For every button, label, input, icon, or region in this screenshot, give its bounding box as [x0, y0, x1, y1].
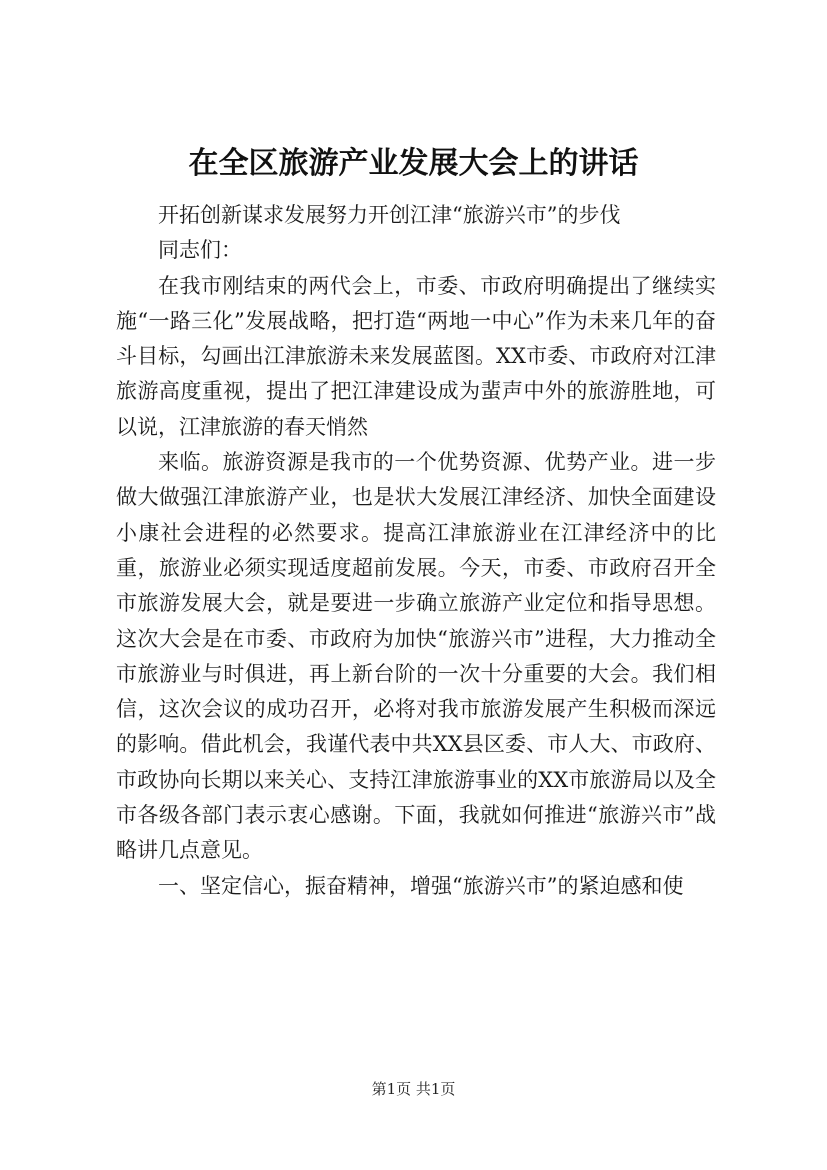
page-footer: 第1页 共1页: [371, 1080, 456, 1098]
paragraph-1: 在我市刚结束的两代会上，市委、市政府明确提出了继续实施“一路三化”发展战略，把打造“两地一中心”作为未来几年的奋斗目标，勾画出江津旅游未来发展蓝图。XX市委、市政府对江津旅游高度重视，提出了把江津建设成为蜚声中外的旅游胜地，可以说，江津旅游的春天悄然: [116, 273, 716, 439]
salutation: 同志们：: [158, 238, 242, 263]
document-body: [116, 198, 716, 904]
subtitle-line: 开拓创新谋求发展努力开创江津“旅游兴市”的步伐: [158, 203, 621, 227]
document-title: 在全区旅游产业发展大会上的讲话: [188, 146, 639, 181]
paragraph-3: 一、坚定信心，振奋精神，增强“旅游兴市”的紧迫感和使: [158, 873, 684, 898]
paragraph-2: 来临。旅游资源是我市的一个优势资源、优势产业。进一步做大做强江津旅游产业，也是状大发展江津经济、加快全面建设小康社会进程的必然要求。提高江津旅游业在江津经济中的比重，旅游业必须实现适度超前发展。今天，市委、市政府召开全市旅游发展大会，就是要进一步确立旅游产业定位和指导思想。这次大会是在市委、市政府为加快“旅游兴市”进程，大力推动全市旅游业与时俱进，再上新台阶的一次十分重要的大会。我们相信，这次会议的成功召开，必将对我市旅游发展产生积极而深远的影响。借此机会，我谨代表中共XX县区委、市人大、市政府、市政协向长期以来关心、支持江津旅游事业的XX市旅游局以及全市各级各部门表示衷心感谢。下面，我就如何推进“旅游兴市”战略讲几点意见。: [116, 450, 716, 863]
